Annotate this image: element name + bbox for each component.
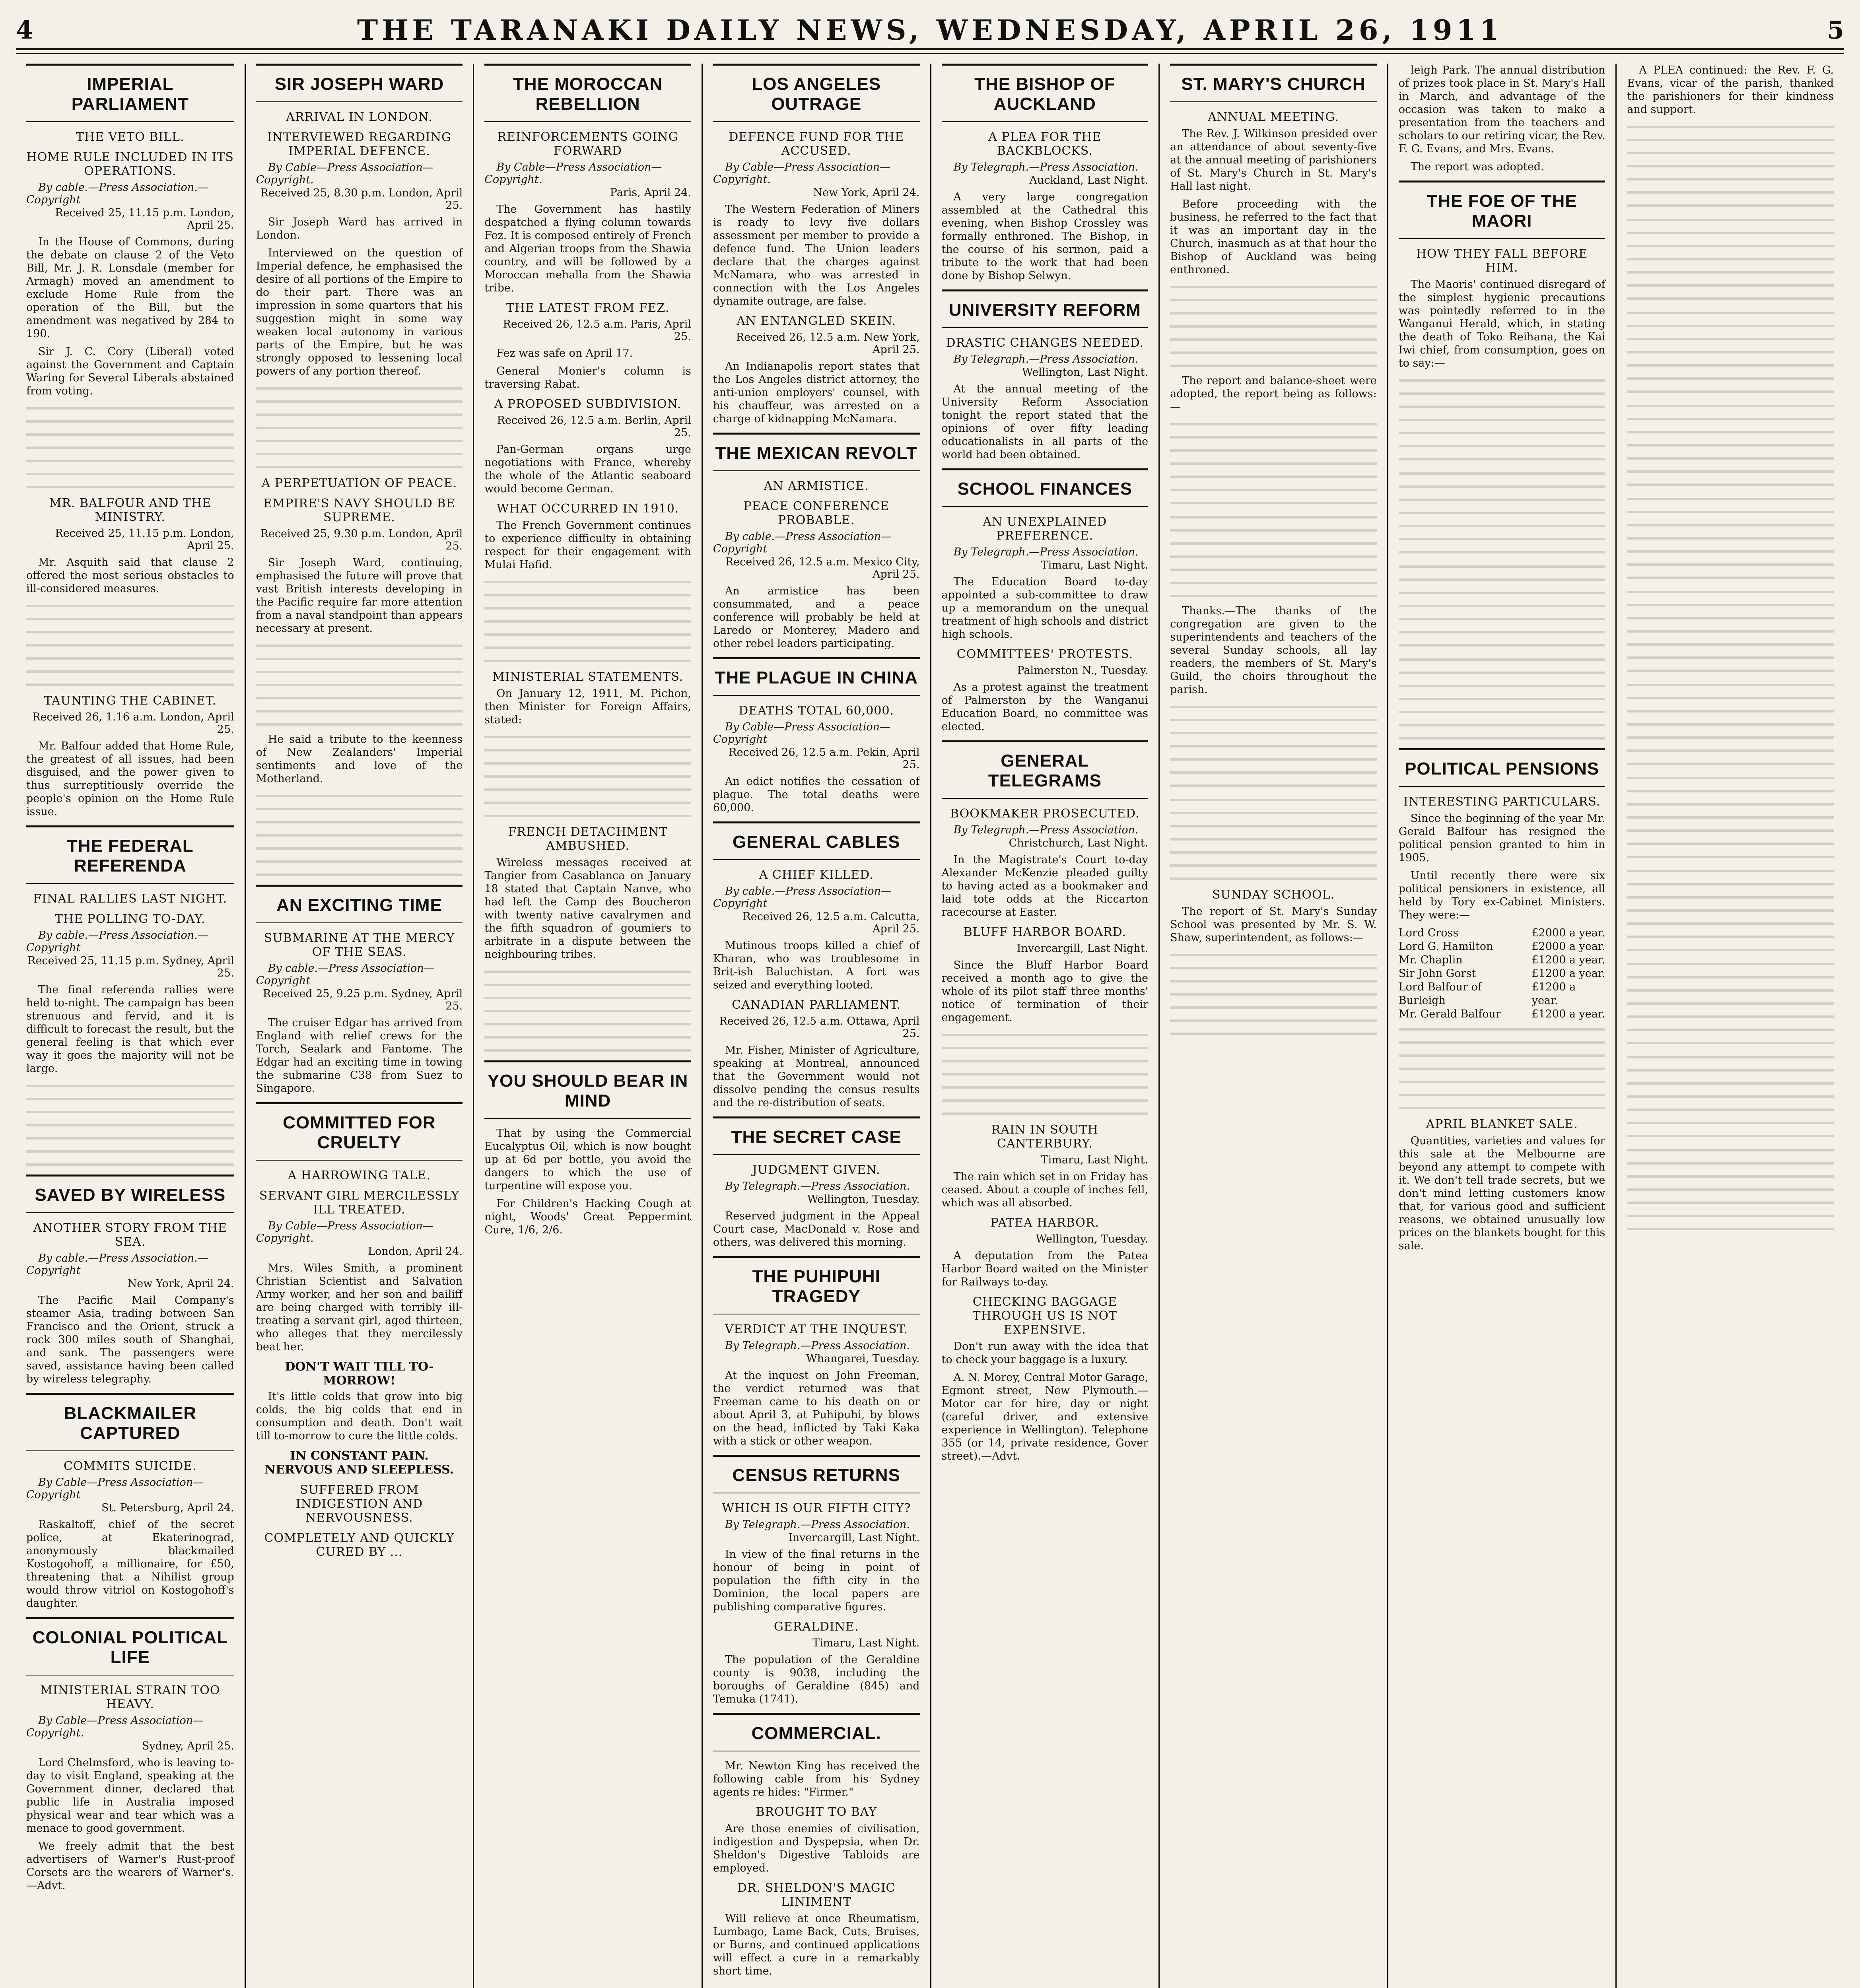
- text-block: [1170, 281, 1377, 369]
- article-headline: CENSUS RETURNS: [713, 1455, 920, 1493]
- dateline: London, April 24.: [368, 1245, 463, 1258]
- text-block: [1627, 586, 1834, 674]
- paragraph: Mrs. Wiles Smith, a prominent Christian Scientist and Salvation Army worker, and her son and bailiff are being charged with terribly ill-treating a servant girl, aged thirteen, who alleges that they mercilessly beat her.: [256, 1262, 463, 1353]
- byline: By Cable—Press Association—Copyright: [713, 721, 891, 746]
- article-headline: BLACKMAILER CAPTURED: [26, 1393, 234, 1451]
- dateline: New York, April 24.: [813, 186, 920, 199]
- paragraph: The Maoris' continued disregard of the simplest hygienic precautions was pointedly referred to in the Wanganui Herald, which, in stating the death of Toko Reihana, the Kai Iwi chief, from consumption, goes on to say:—: [1398, 278, 1605, 369]
- dateline: Paris, April 24.: [610, 186, 691, 199]
- dateline: Received 25, 11.15 p.m. London, April 25.: [55, 527, 234, 552]
- subheading: BROUGHT TO BAY: [756, 1805, 877, 1819]
- article-headline: GENERAL TELEGRAMS: [942, 740, 1149, 799]
- dateline: Received 26, 12.5 a.m. Mexico City, April 25.: [725, 556, 920, 580]
- subheading: TAUNTING THE CABINET.: [44, 694, 217, 708]
- subheading: A PERPETUATION OF PEACE.: [261, 476, 457, 490]
- text-block: [1627, 679, 1834, 767]
- subheading: ANOTHER STORY FROM THE SEA.: [33, 1221, 227, 1249]
- byline: By cable.—Press Association—Copyright: [256, 962, 435, 987]
- subheading: THE POLLING TO-DAY.: [54, 912, 206, 926]
- paragraph: The Government has hastily despatched a flying column towards Fez. It is composed entirely of French and Algerian troops from the Shawia country, and will be followed by a Moroccan mehalla from the Shawia tribe.: [484, 203, 691, 294]
- subheading: PEACE CONFERENCE PROBABLE.: [743, 499, 889, 527]
- paragraph: As a protest against the treatment of Palmerston by the Wanganui Education Board, no committee was elected.: [941, 681, 1149, 733]
- dateline: Auckland, Last Night.: [1029, 174, 1149, 186]
- text-block: [1170, 794, 1377, 881]
- subheading: SUFFERED FROM INDIGESTION AND NERVOUSNESS.: [295, 1483, 423, 1525]
- article-headline: SCHOOL FINANCES: [942, 468, 1149, 507]
- byline: By Cable—Press Association—Copyright.: [484, 161, 662, 186]
- paragraph: An armistice has been consummated, and a peace conference will probably be held at Laredo or Monterey, Madero and other rebel leaders participating.: [713, 585, 920, 650]
- list-item: [1399, 926, 1605, 940]
- subheading: AN ARMISTICE.: [764, 479, 869, 493]
- subheading: ANNUAL MEETING.: [1208, 110, 1339, 124]
- subheading: MR. BALFOUR AND THE MINISTRY.: [49, 496, 212, 524]
- subheading: SERVANT GIRL MERCILESSLY ILL TREATED.: [259, 1189, 459, 1217]
- paragraph: Mutinous troops killed a chief of Kharan, who was troublesome in Brit-ish Baluchistan. A fort was seized and everything looted.: [713, 940, 920, 991]
- subheading: JUDGMENT GIVEN.: [752, 1163, 880, 1177]
- pension-amount: £2000 a year.: [1532, 940, 1605, 953]
- list-item: [1399, 940, 1605, 953]
- subheading: HOW THEY FALL BEFORE HIM.: [1416, 247, 1588, 275]
- paragraph: leigh Park. The annual distribution of prizes took place in St. Mary's Hall in March, and advantage of the occasion was taken to make a presentation from the teachers and scholars to our retiring vicar, the Rev. F. G. Evans, and Mrs. Evans.: [1398, 64, 1605, 155]
- subheading: A PLEA FOR THE BACKBLOCKS.: [988, 130, 1102, 158]
- dateline: Wellington, Tuesday.: [807, 1193, 920, 1206]
- dateline: Wellington, Tuesday.: [1036, 1233, 1149, 1245]
- paragraph: The report of St. Mary's Sunday School was presented by Mr. S. W. Shaw, superintendent, as follows:—: [1170, 905, 1377, 944]
- paragraph: Will relieve at once Rheumatism, Lumbago, Lame Back, Cuts, Bruises, or Burns, and continued applications will effect a cure in a remarkably short time.: [713, 1912, 920, 1977]
- paragraph: The rain which set in on Friday has ceased. About a couple of inches fell, which was all absorbed.: [941, 1171, 1149, 1209]
- text-block: [1170, 949, 1377, 1037]
- text-block: [1399, 561, 1605, 648]
- subheading: FINAL RALLIES LAST NIGHT.: [33, 892, 227, 906]
- text-block: [256, 640, 463, 727]
- text-block: [942, 1029, 1149, 1116]
- subheading: A CHIEF KILLED.: [759, 868, 874, 882]
- article-headline: LOS ANGELES OUTRAGE: [713, 64, 920, 122]
- article-headline: ST. MARY'S CHURCH: [1170, 64, 1377, 102]
- byline: By cable.—Press Association.—Copyright: [26, 929, 208, 954]
- dateline: Received 26, 1.16 a.m. London, April 25.: [32, 711, 234, 736]
- column-6: [1158, 64, 1387, 1988]
- paragraph: Before proceeding with the business, he referred to the fact that it was an important day in the Church, inasmuch as at that hour the Bishop of Auckland was being enthroned.: [1170, 198, 1377, 276]
- subheading: CHECKING BAGGAGE THROUGH US IS NOT EXPENSIVE.: [972, 1295, 1118, 1337]
- byline: By Telegraph.—Press Association.: [725, 1518, 910, 1531]
- text-block: [256, 790, 463, 878]
- paragraph: Raskaltoff, chief of the secret police, at Ekaterinograd, anonymously blackmailed Kostogohoff, a millionaire, for £50, threatening that a Nihilist group would throw vitriol on Kostogohoff's daughter.: [26, 1518, 234, 1609]
- article-headline: YOU SHOULD BEAR IN MIND: [484, 1060, 691, 1119]
- article-headline: THE SECRET CASE: [713, 1116, 920, 1155]
- paragraph: Quantities, varieties and values for this sale at the Melbourne are beyond any attempt to compete with it. We don't tell trade secrets, but we don't mind letting customers know that, for various good and sufficient reasons, we obtained unusually low prices on the blankets bought for this sale.: [1398, 1135, 1605, 1252]
- paragraph: The final referenda rallies were held to-night. The campaign has been strenuous and fervid, and it is difficult to forecast the result, but the general feeling is that which ever way it goes the majority will not be large.: [26, 984, 234, 1075]
- paragraph: A very large congregation assembled at the Cathedral this evening, when Bishop Crossley was formally enthroned. The Bishop, in the course of his sermon, paid a tribute to the work that had been done by Bishop Selwyn.: [941, 191, 1149, 282]
- subheading: BLUFF HARBOR BOARD.: [963, 925, 1127, 939]
- masthead: [16, 12, 1844, 50]
- paragraph: On January 12, 1911, M. Pichon, then Minister for Foreign Affairs, stated:: [484, 687, 691, 726]
- dateline: Timaru, Last Night.: [1041, 1154, 1149, 1166]
- paragraph: That by using the Commercial Eucalyptus Oil, which is now bought up at 6d per bottle, you avoid the dangers to which the use of turpentine will expose you.: [484, 1127, 691, 1192]
- byline: By Telegraph.—Press Association.: [725, 1340, 910, 1352]
- dateline: Received 26, 12.5 a.m. Pekin, April 25.: [729, 746, 920, 771]
- paragraph: The population of the Geraldine county is 9038, including the boroughs of Geraldine (845) and Temuka (1741).: [713, 1654, 920, 1705]
- subheading: RAIN IN SOUTH CANTERBURY.: [991, 1123, 1098, 1151]
- article-headline: SAVED BY WIRELESS: [26, 1175, 234, 1213]
- subheading: SUBMARINE AT THE MERCY OF THE SEAS.: [264, 931, 455, 959]
- byline: By Cable—Press Association—Copyright.: [26, 1714, 204, 1739]
- subheading: FRENCH DETACHMENT AMBUSHED.: [508, 825, 668, 853]
- paragraph: Wireless messages received at Tangier from Casablanca on January 18 stated that Captain Nanve, who had left the Camp des Boucheron with twenty native cavalrymen and the fifth squadron of goumiers to arbitrate in a dispute between the neighbouring tribes.: [484, 856, 691, 961]
- paragraph: The cruiser Edgar has arrived from England with relief crews for the Torch, Sealark and Fantome. The Edgar had an exciting time in towing the submarine C38 from Suez to Singapore.: [256, 1017, 463, 1095]
- text-block: [1399, 375, 1605, 462]
- pensioner-name: Mr. Gerald Balfour: [1398, 1008, 1501, 1020]
- dateline: Received 26, 12.5 a.m. Paris, April 25.: [503, 318, 691, 343]
- paragraph: Thanks.—The thanks of the congregation are given to the superintendents and teachers of the several Sunday schools, all lay readers, the members of St. Mary's Guild, the choirs throughout the parish.: [1170, 605, 1377, 696]
- paragraph: Pan-German organs urge negotiations with France, whereby the whole of the Atlantic seaboard would become German.: [484, 443, 691, 495]
- page-number-right: 5: [1827, 15, 1844, 45]
- paragraph: Lord Chelmsford, who is leaving to-day to visit England, speaking at the Government dinner, declared that public life in Australia imposed physical wear and tear which was a menace to good government.: [26, 1757, 234, 1835]
- pension-amount: £1200 a year.: [1532, 1008, 1605, 1020]
- paragraph: Fez was safe on April 17.: [496, 347, 633, 359]
- text-block: [1627, 493, 1834, 580]
- byline: By cable.—Press Association—Copyright: [713, 530, 892, 555]
- subheading: CANADIAN PARLIAMENT.: [732, 998, 901, 1012]
- byline: By Telegraph.—Press Association.: [953, 546, 1139, 558]
- dateline: Received 26, 12.5 a.m. Berlin, April 25.: [497, 414, 691, 439]
- text-block: [256, 382, 463, 470]
- list-item: [1399, 967, 1605, 980]
- subheading: DEFENCE FUND FOR THE ACCUSED.: [729, 130, 904, 158]
- paragraph: A PLEA continued: the Rev. F. G. Evans, vicar of the parish, thanked the parishioners for their kindness and support.: [1627, 64, 1834, 116]
- text-block: [1170, 418, 1377, 506]
- paragraph: He said a tribute to the keenness of New Zealanders' Imperial sentiments and love of the Motherland.: [256, 733, 463, 785]
- subheading: ARRIVAL IN LONDON.: [286, 110, 433, 124]
- paragraph: The Education Board to-day appointed a sub-committee to draw up a memorandum on the unequal treatment of high schools and district high schools.: [941, 576, 1149, 641]
- subheading: COMPLETELY AND QUICKLY CURED BY ...: [264, 1531, 455, 1559]
- paragraph: General Monier's column is traversing Rabat.: [484, 365, 691, 390]
- dateline: Received 26, 12.5 a.m. Ottawa, April 25.: [719, 1015, 920, 1040]
- article-headline: AN EXCITING TIME: [256, 885, 463, 923]
- text-block: [1170, 701, 1377, 788]
- list-item: [1399, 1008, 1605, 1021]
- pension-amount: £1200 a year.: [1532, 954, 1605, 966]
- newspaper-page: [16, 12, 1844, 1988]
- dateline: Christchurch, Last Night.: [1009, 837, 1149, 849]
- article-headline: GENERAL CABLES: [713, 821, 920, 860]
- text-block: [484, 731, 691, 819]
- paragraph: Since the beginning of the year Mr. Gerald Balfour has resigned the political pension granted to him in 1905.: [1398, 812, 1605, 864]
- text-block: [1170, 511, 1377, 599]
- paragraph: An Indianapolis report states that the Los Angeles district attorney, the anti-union employers' counsel, with his chauffeur, was arrested on a charge of kidnapping McNamara.: [713, 360, 920, 425]
- article-headline: SIR JOSEPH WARD: [256, 64, 463, 102]
- dateline: Received 25, 9.30 p.m. London, April 25.: [260, 528, 463, 552]
- masthead-rule: [16, 53, 1844, 54]
- paragraph: For Children's Hacking Cough at night, Woods' Great Peppermint Cure, 1/6, 2/6.: [484, 1198, 691, 1236]
- pensioner-name: Lord Cross: [1398, 927, 1459, 939]
- article-headline: POLITICAL PENSIONS: [1399, 748, 1605, 787]
- dateline: Received 25, 8.30 p.m. London, April 25.: [260, 187, 463, 212]
- byline: By Cable—Press Association—Copyright.: [713, 161, 891, 186]
- dateline: Palmerston N., Tuesday.: [1017, 664, 1149, 677]
- paragraph: At the inquest on John Freeman, the verdict returned was that Freeman came to his death on or about April 3, at Puhipuhi, by blows on the head, inflicted by Taki Kaka with a stick or other weapon.: [713, 1369, 920, 1447]
- byline: By Cable—Press Association—Copyright.: [256, 161, 433, 186]
- byline: By Telegraph.—Press Association.: [725, 1180, 910, 1192]
- pension-amount: £2000 a year.: [1532, 927, 1605, 939]
- subheading: MINISTERIAL STRAIN TOO HEAVY.: [40, 1683, 220, 1711]
- subheading: HOME RULE INCLUDED IN ITS OPERATIONS.: [26, 150, 234, 178]
- subheading: BOOKMAKER PROSECUTED.: [950, 807, 1140, 821]
- article-headline: THE MOROCCAN REBELLION: [484, 64, 691, 122]
- article-headline: THE FOE OF THE MAORI: [1399, 181, 1605, 239]
- pension-amount: £1200 a year.: [1532, 967, 1605, 980]
- columns: [16, 64, 1844, 1988]
- paragraph: We freely admit that the best advertisers of Warner's Rust-proof Corsets are the wearers of Warner's.—Advt.: [26, 1840, 234, 1892]
- text-block: [1627, 772, 1834, 860]
- paragraph: Since the Bluff Harbor Board received a month ago to give the whole of its pilot staff three months' notice of termination of their engagement.: [941, 959, 1149, 1024]
- text-block: [26, 600, 234, 687]
- subheading: COMMITS SUICIDE.: [63, 1459, 197, 1473]
- paragraph: Don't run away with the idea that to check your baggage is a luxury.: [941, 1340, 1149, 1366]
- text-block: [1399, 468, 1605, 555]
- subheading: A PROPOSED SUBDIVISION.: [494, 397, 682, 411]
- subheading: THE VETO BILL.: [76, 130, 185, 144]
- article-headline: THE FEDERAL REFERENDA: [26, 825, 234, 884]
- text-block: [1627, 121, 1834, 208]
- dateline: Received 25, 9.25 p.m. Sydney, April 25.: [263, 988, 463, 1012]
- paragraph: The French Government continues to experience difficulty in obtaining respect for their engagement with Mulai Hafid.: [484, 519, 691, 571]
- subheading: PATEA HARBOR.: [990, 1216, 1099, 1230]
- column-1: [16, 64, 245, 1988]
- dateline: St. Petersburg, April 24.: [101, 1502, 234, 1514]
- paragraph: Sir Joseph Ward has arrived in London.: [256, 216, 463, 241]
- paragraph: The Western Federation of Miners is ready to levy five dollars assessment per member to provide a defence fund. The Union leaders declare that the charges against McNamara, who was arrested in connection with the Los Angeles dynamite outrage, are false.: [713, 203, 920, 307]
- text-block: [1627, 958, 1834, 1046]
- pensioner-name: Lord Balfour of Burleigh: [1398, 981, 1482, 1007]
- dateline: Received 26, 12.5 a.m. New York, April 25.: [736, 331, 920, 356]
- pension-list: [1399, 926, 1605, 1021]
- paragraph: Mr. Newton King has received the following cable from his Sydney agents re hides: "Firmer.": [713, 1760, 920, 1798]
- paragraph: In view of the final returns in the honour of being in point of population the fifth city in the Dominion, the local papers are publishing comparative figures.: [713, 1548, 920, 1613]
- column-5: [930, 64, 1159, 1988]
- article-headline: COMMITTED FOR CRUELTY: [256, 1102, 463, 1161]
- column-2: [245, 64, 473, 1988]
- column-3: [473, 64, 702, 1988]
- subheading: MINISTERIAL STATEMENTS.: [492, 670, 684, 684]
- paragraph: In the Magistrate's Court to-day Alexander McKenzie pleaded guilty to having acted as a bookmaker and laid tote odds at the Riccarton racecourse at Easter.: [941, 854, 1149, 918]
- text-block: [1627, 400, 1834, 487]
- dateline: Timaru, Last Night.: [1041, 559, 1149, 571]
- paragraph: Mr. Fisher, Minister of Agriculture, speaking at Montreal, announced that the Government would not dissolve pending the census results and the re-distribution of seats.: [713, 1044, 920, 1109]
- dateline: Received 25, 11.15 p.m. Sydney, April 25.: [27, 955, 234, 979]
- article-headline: COMMERCIAL.: [713, 1713, 920, 1751]
- subheading: GERALDINE.: [774, 1620, 859, 1634]
- dateline: Received 25, 11.15 p.m. London, April 25.: [55, 207, 234, 231]
- list-item: [1399, 980, 1605, 1008]
- pensioner-name: Lord G. Hamilton: [1398, 940, 1493, 953]
- byline: By cable.—Press Association—Copyright: [713, 885, 892, 910]
- text-block: [26, 402, 234, 490]
- byline: By cable.—Press Association.—Copyright: [26, 1252, 208, 1277]
- paragraph: Mr. Balfour added that Home Rule, the greatest of all issues, had been disguised, and the power given to thus surreptitiously override the people's opinion on the Home Rule issue.: [26, 740, 234, 818]
- column-8: [1615, 64, 1844, 1988]
- article-headline: THE BISHOP OF AUCKLAND: [942, 64, 1149, 122]
- list-item: [1399, 953, 1605, 967]
- text-block: [484, 576, 691, 664]
- subheading: COMMITTEES' PROTESTS.: [956, 647, 1133, 661]
- text-block: [26, 1080, 234, 1167]
- paragraph: Until recently there were six political pensioners in existence, all held by Tory ex-Cabinet Ministers. They were:—: [1398, 870, 1605, 921]
- text-block: [484, 966, 691, 1053]
- article-headline: IMPERIAL PARLIAMENT: [26, 64, 234, 122]
- byline: By Cable—Press Association—Copyright: [26, 1476, 204, 1501]
- text-block: [1627, 214, 1834, 301]
- subheading: VERDICT AT THE INQUEST.: [725, 1322, 908, 1336]
- text-block: [1399, 1023, 1605, 1111]
- text-block: [1627, 1144, 1834, 1232]
- paragraph: Sir Joseph Ward, continuing, emphasised the future will prove that vast British interests developing in the Pacific require far more attention from a naval standpoint than appears necessary at present.: [256, 557, 463, 635]
- dateline: Invercargill, Last Night.: [788, 1532, 920, 1544]
- dateline: New York, April 24.: [127, 1277, 234, 1290]
- pension-amount: £1200 a year.: [1532, 981, 1576, 1007]
- paragraph: The report and balance-sheet were adopted, the report being as follows:—: [1170, 375, 1377, 413]
- paragraph: Sir J. C. Cory (Liberal) voted against the Government and Captain Waring for Several Liberals abstained from voting.: [26, 346, 234, 397]
- subheading: AN ENTANGLED SKEIN.: [737, 314, 896, 328]
- subheading: EMPIRE'S NAVY SHOULD BE SUPREME.: [263, 497, 455, 524]
- column-7: [1387, 64, 1616, 1988]
- subheading: DR. SHELDON'S MAGIC LINIMENT: [737, 1881, 896, 1909]
- text-block: [1627, 1051, 1834, 1139]
- subheading: DEATHS TOTAL 60,000.: [739, 704, 894, 718]
- advert-title: IN CONSTANT PAIN. NERVOUS AND SLEEPLESS.: [264, 1449, 454, 1477]
- dateline: Sydney, April 25.: [142, 1740, 234, 1752]
- pensioner-name: Mr. Chaplin: [1398, 954, 1463, 966]
- page-number-left: 4: [16, 15, 33, 45]
- subheading: WHICH IS OUR FIFTH CITY?: [722, 1501, 911, 1515]
- paragraph: A. N. Morey, Central Motor Garage, Egmont street, New Plymouth.—Motor car for hire, day or night (careful driver, and extensive experience in Wellington). Telephone 355 (or 14, private residence, Gover street).—Advt.: [941, 1371, 1149, 1462]
- text-block: [1627, 865, 1834, 953]
- pensioner-name: Sir John Gorst: [1398, 967, 1476, 980]
- subheading: SUNDAY SCHOOL.: [1212, 888, 1335, 902]
- text-block: [1627, 307, 1834, 394]
- paragraph: In the House of Commons, during the debate on clause 2 of the Veto Bill, Mr. J. R. Lonsdale (member for Armagh) moved an amendment to exclude Home Rule from the operation of the Bill, but the amendment was negatived by 284 to 190.: [26, 236, 234, 340]
- subheading: DRASTIC CHANGES NEEDED.: [946, 336, 1144, 350]
- article-headline: UNIVERSITY REFORM: [942, 289, 1149, 328]
- paragraph: Interviewed on the question of Imperial defence, he emphasised the desire of all portions of the Empire to do their part. There was an impression in some quarters that his suggestion might in some way weaken local autonomy in various parts of the Empire, but he was strongly opposed to lessening local powers of any portion thereof.: [256, 247, 463, 377]
- paragraph: Mr. Asquith said that clause 2 offered the most serious obstacles to ill-considered measures.: [26, 556, 234, 595]
- text-block: [1399, 654, 1605, 741]
- dateline: Whangarei, Tuesday.: [806, 1353, 920, 1365]
- subheading: INTERESTING PARTICULARS.: [1403, 795, 1601, 809]
- byline: By cable.—Press Association.—Copyright: [26, 181, 208, 206]
- article-headline: THE PLAGUE IN CHINA: [713, 657, 920, 696]
- subheading: THE LATEST FROM FEZ.: [506, 301, 670, 315]
- paragraph: The report was adopted.: [1410, 161, 1544, 173]
- paragraph: Reserved judgment in the Appeal Court case, MacDonald v. Rose and others, was delivered this morning.: [713, 1210, 920, 1248]
- column-4: [702, 64, 930, 1988]
- subheading: WHAT OCCURRED IN 1910.: [496, 502, 679, 516]
- paragraph: The Rev. J. Wilkinson presided over an attendance of about seventy-five at the annual meeting of parishioners of St. Mary's Church in St. Mary's Hall last night.: [1170, 128, 1377, 192]
- byline: By Cable—Press Association—Copyright.: [256, 1220, 433, 1244]
- byline: By Telegraph.—Press Association.: [953, 824, 1139, 836]
- paragraph: At the annual meeting of the University Reform Association tonight the report stated that the opinions of over fifty leading educationalists in all parts of the world had been obtained.: [941, 383, 1149, 461]
- paragraph: A deputation from the Patea Harbor Board waited on the Minister for Railways to-day.: [941, 1250, 1149, 1288]
- paragraph: Are those enemies of civilisation, indigestion and Dyspepsia, when Dr. Sheldon's Digestive Tabloids are employed.: [713, 1823, 920, 1874]
- byline: By Telegraph.—Press Association.: [953, 161, 1139, 173]
- article-headline: COLONIAL POLITICAL LIFE: [26, 1617, 234, 1675]
- article-headline: THE PUHIPUHI TRAGEDY: [713, 1256, 920, 1314]
- dateline: Wellington, Last Night.: [1022, 366, 1149, 379]
- masthead-title: THE TARANAKI DAILY NEWS, WEDNESDAY, APRIL 26, 1911: [357, 13, 1503, 47]
- byline: By Telegraph.—Press Association.: [953, 353, 1139, 365]
- dateline: Timaru, Last Night.: [812, 1637, 920, 1649]
- article-headline: THE MEXICAN REVOLT: [713, 433, 920, 471]
- subheading: REINFORCEMENTS GOING FORWARD: [497, 130, 678, 158]
- subheading: AN UNEXPLAINED PREFERENCE.: [983, 515, 1107, 543]
- paragraph: It's little colds that grow into big colds, the big colds that end in consumption and death. Don't wait till to-morrow to cure the little colds.: [256, 1390, 463, 1442]
- paragraph: An edict notifies the cessation of plague. The total deaths were 60,000.: [713, 775, 920, 814]
- subheading: INTERVIEWED REGARDING IMPERIAL DEFENCE.: [267, 130, 451, 158]
- dateline: Invercargill, Last Night.: [1016, 942, 1149, 955]
- paragraph: The Pacific Mail Company's steamer Asia, trading between San Francisco and the Orient, struck a rock 300 miles south of Shanghai, and sank. The passengers were saved, assistance having been called by wireless telegraphy.: [26, 1294, 234, 1385]
- subheading: A HARROWING TALE.: [288, 1169, 431, 1182]
- advert-title: DON'T WAIT TILL TO-MORROW!: [285, 1360, 434, 1388]
- dateline: Received 26, 12.5 a.m. Calcutta, April 25.: [742, 911, 920, 935]
- subheading: APRIL BLANKET SALE.: [1426, 1117, 1578, 1131]
